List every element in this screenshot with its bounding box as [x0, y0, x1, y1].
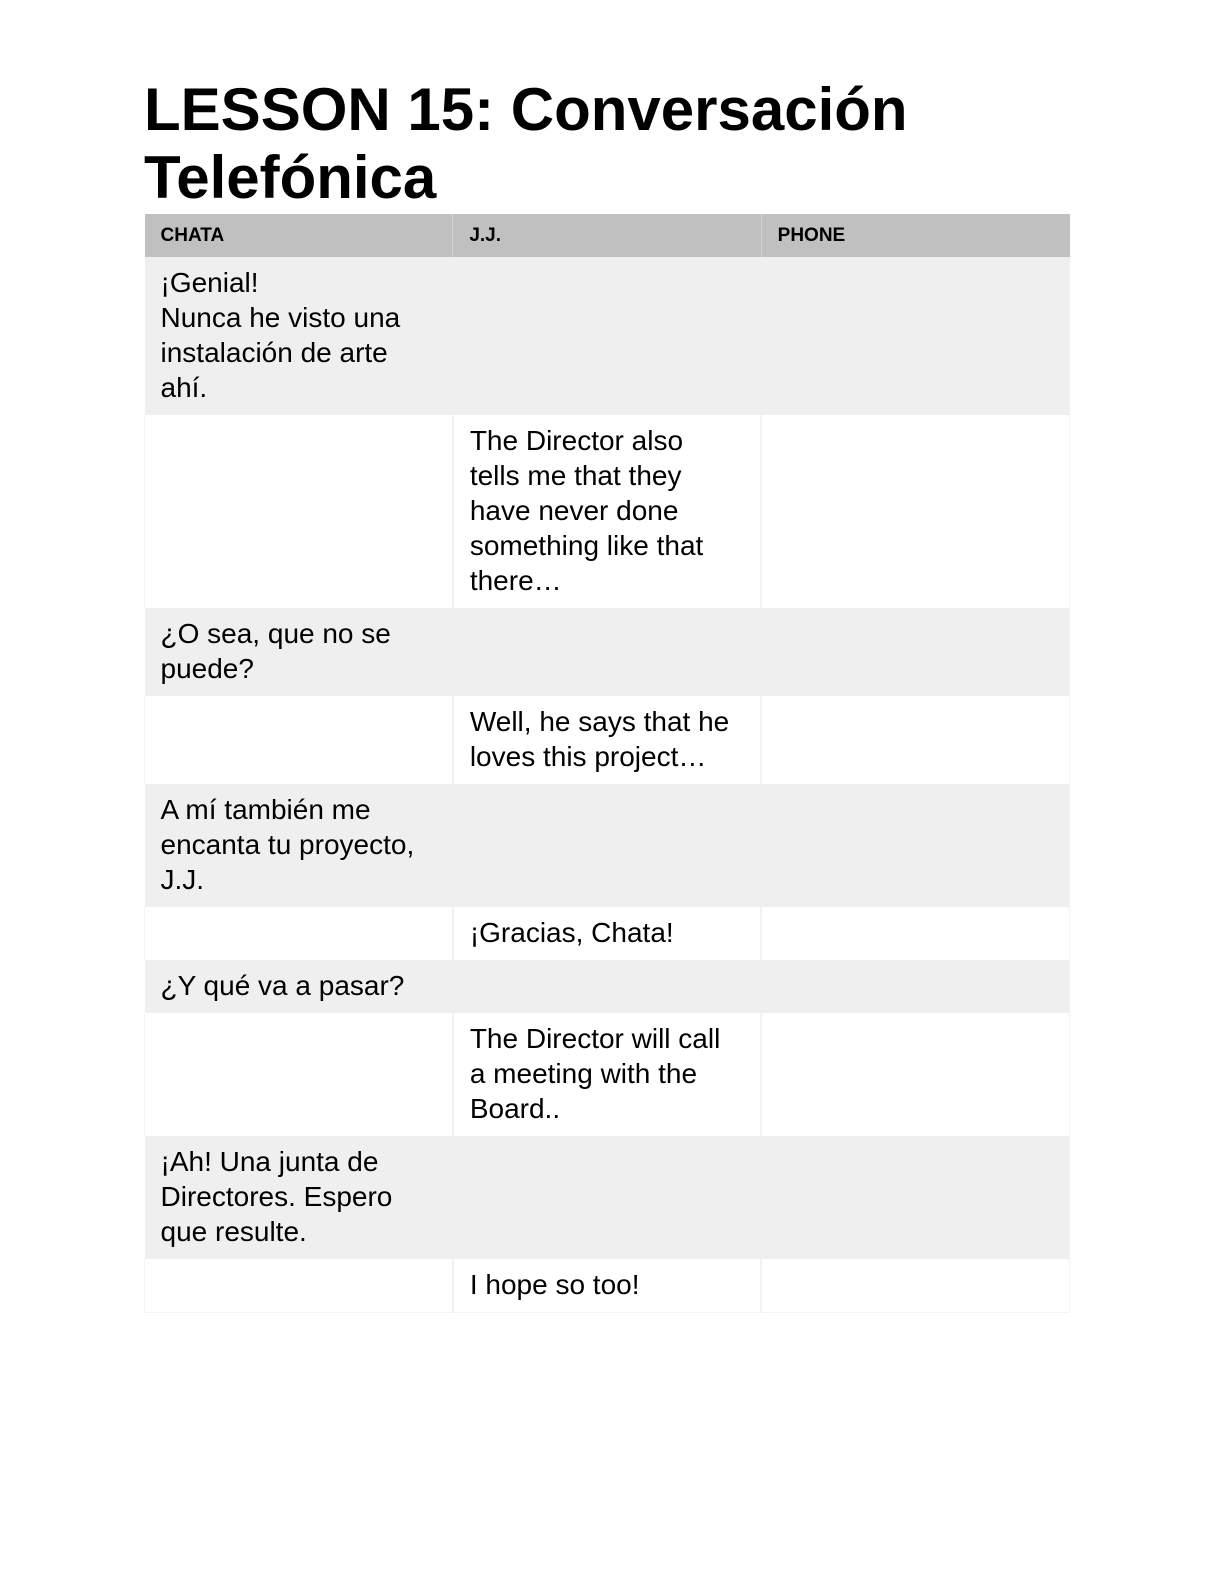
- cell-jj: [453, 257, 761, 415]
- cell-jj: [453, 1259, 761, 1313]
- cell-jj: [453, 1136, 761, 1259]
- table-row: [145, 1259, 1070, 1313]
- cell-phone: [761, 1013, 1069, 1136]
- cell-text: I hope so too!: [469, 1269, 640, 1300]
- table-row: [145, 1136, 1070, 1259]
- cell-chata: [145, 415, 453, 608]
- cell-phone: [761, 907, 1069, 960]
- cell-chata: [145, 257, 453, 415]
- cell-jj: [453, 784, 761, 907]
- cell-phone: [761, 257, 1069, 415]
- table-header-row: [145, 214, 1070, 257]
- cell-chata: [145, 696, 453, 784]
- cell-jj: [453, 696, 761, 784]
- cell-phone: [761, 696, 1069, 784]
- cell-jj: [453, 960, 761, 1013]
- column-header-jj: J.J.: [453, 214, 761, 257]
- table-row: [145, 784, 1070, 907]
- cell-text: ¡Genial! Nunca he visto una instalación de arte ahí.: [160, 267, 401, 403]
- table-row: [145, 415, 1070, 608]
- cell-chata: [145, 1136, 453, 1259]
- cell-text: ¡Ah! Una junta de Directores. Espero que resulte.: [160, 1146, 393, 1247]
- cell-chata: [145, 960, 453, 1013]
- cell-phone: [761, 1259, 1069, 1313]
- table-row: [145, 907, 1070, 960]
- cell-text: A mí también me encanta tu proyecto, J.J.: [160, 794, 415, 895]
- cell-phone: [761, 608, 1069, 696]
- cell-chata: [145, 1259, 453, 1313]
- table-row: [145, 1013, 1070, 1136]
- cell-text: ¡Gracias, Chata!: [469, 917, 674, 948]
- cell-jj: [453, 608, 761, 696]
- cell-chata: [145, 784, 453, 907]
- cell-jj: [453, 415, 761, 608]
- table-row: [145, 696, 1070, 784]
- cell-phone: [761, 415, 1069, 608]
- cell-text: ¿Y qué va a pasar?: [160, 970, 405, 1001]
- cell-jj: [453, 1013, 761, 1136]
- table-row: [145, 257, 1070, 415]
- page-title: LESSON 15: Conversación Telefónica: [144, 76, 908, 211]
- table-row: [145, 608, 1070, 696]
- document-page: [144, 76, 1070, 1313]
- cell-chata: [145, 907, 453, 960]
- column-header-chata: CHATA: [145, 214, 453, 257]
- cell-phone: [761, 1136, 1069, 1259]
- cell-text: The Director also tells me that they have never done something like that there…: [469, 425, 704, 596]
- cell-chata: [145, 1013, 453, 1136]
- dialogue-table: [144, 214, 1070, 1313]
- cell-phone: [761, 960, 1069, 1013]
- cell-jj: [453, 907, 761, 960]
- cell-text: ¿O sea, que no se puede?: [160, 618, 391, 684]
- cell-phone: [761, 784, 1069, 907]
- cell-chata: [145, 608, 453, 696]
- cell-text: Well, he says that he loves this project…: [469, 706, 730, 772]
- column-header-phone: PHONE: [761, 214, 1069, 257]
- cell-text: The Director will call a meeting with the Board..: [469, 1023, 721, 1124]
- table-row: [145, 960, 1070, 1013]
